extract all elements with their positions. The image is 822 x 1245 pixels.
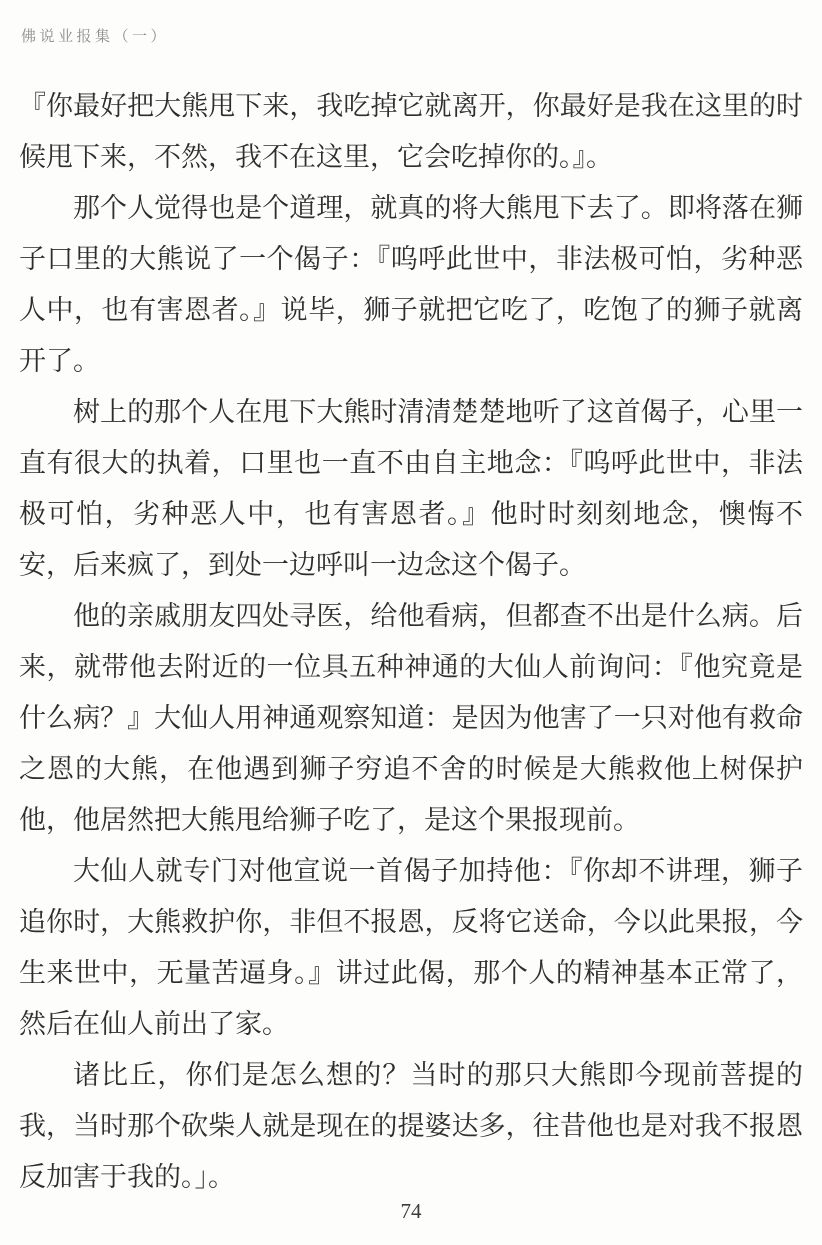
paragraph: 他的亲戚朋友四处寻医，给他看病，但都查不出是什么病。后来，就带他去附近的一位具五种神通的大仙人前询问：『他究竟是什么病？』大仙人用神通观察知道：是因为他害了一只对他有救命之恩的大熊，在他遇到狮子穷追不舍的时候是大熊救他上树保护他，他居然把大熊甩给狮子吃了，是这个果报现前。 [19, 601, 803, 835]
running-header: 佛说业报集（一） [21, 29, 170, 45]
paragraph: 那个人觉得也是个道理，就真的将大熊甩下去了。即将落在狮子口里的大熊说了一个偈子：『呜呼此世中，非法极可怕，劣种恶人中，也有害恩者。』说毕，狮子就把它吃了，吃饱了的狮子就离开了。 [19, 193, 803, 376]
paragraph: 大仙人就专门对他宣说一首偈子加持他：『你却不讲理，狮子追你时，大熊救护你，非但不报恩，反将它送命，今以此果报，今生来世中，无量苦逼身。』讲过此偈，那个人的精神基本正常了，然后在仙人前出了家。 [19, 856, 803, 1039]
paragraph: 树上的那个人在甩下大熊时清清楚楚地听了这首偈子，心里一直有很大的执着，口里也一直不由自主地念：『呜呼此世中，非法极可怕，劣种恶人中，也有害恩者。』他时时刻刻地念，懊悔不安，后来疯了，到处一边呼叫一边念这个偈子。 [19, 397, 803, 580]
body-text [19, 81, 803, 1203]
paragraph: 诸比丘，你们是怎么想的？当时的那只大熊即今现前菩提的我，当时那个砍柴人就是现在的提婆达多，往昔他也是对我不报恩反加害于我的。」。 [19, 1060, 803, 1192]
paragraph: 『你最好把大熊甩下来，我吃掉它就离开，你最好是我在这里的时候甩下来，不然，我不在这里，它会吃掉你的。』。 [19, 91, 803, 172]
page-number: 74 [400, 1199, 422, 1223]
